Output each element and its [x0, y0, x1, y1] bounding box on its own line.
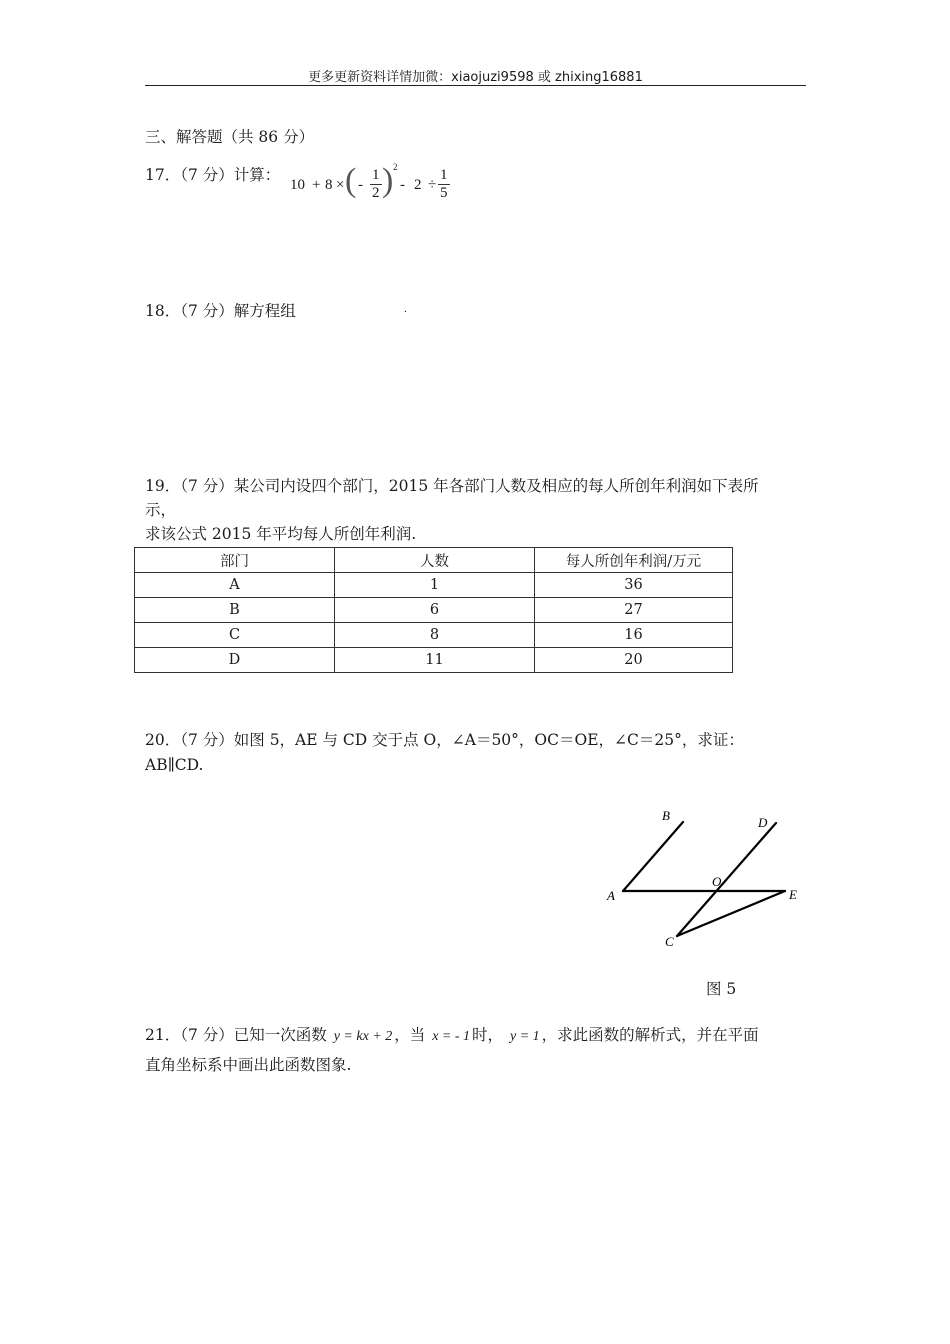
q17-divide: ÷ [428, 177, 437, 193]
q21-function: y = kx + 2 [333, 1029, 393, 1044]
table-row [135, 648, 733, 673]
q21-text-3: 时， [472, 1026, 504, 1044]
q17-right-paren: ) [382, 162, 394, 199]
table-cell: D [135, 648, 335, 673]
table-cell: 1 [335, 573, 535, 598]
table-row [135, 573, 733, 598]
table-cell: 6 [335, 598, 535, 623]
q21-text-4: ，求此函数的解析式，并在平面 [541, 1026, 759, 1044]
q19-line-3: 求该公式 2015 年平均每人所创年利润. [145, 525, 417, 543]
q17-minus: - [358, 177, 363, 193]
q21-text-2: ，当 [394, 1026, 426, 1044]
segment-ce [677, 891, 785, 936]
point-label-o: O [712, 874, 722, 889]
q21-line-2: 直角坐标系中画出此函数图象. [145, 1056, 352, 1074]
header-divider [145, 85, 806, 86]
section-title: 三、解答题（共 86 分） [145, 128, 315, 146]
q17-fraction-2 [438, 167, 450, 202]
table-row [135, 598, 733, 623]
q21-y-value: y = 1 [509, 1029, 540, 1044]
table-header-cell: 部门 [135, 548, 335, 573]
point-label-c: C [665, 934, 674, 949]
q17-times: × [336, 177, 345, 193]
profit-table [134, 547, 733, 673]
q17-fraction-2-den: 5 [440, 185, 448, 201]
table-row [135, 623, 733, 648]
table-cell: C [135, 623, 335, 648]
q17-fraction-1-num: 1 [372, 167, 380, 183]
q17-term-b: 8 [325, 177, 333, 193]
q17-plus: + [312, 177, 321, 193]
q17-left-paren: ( [345, 162, 357, 199]
table-cell: 11 [335, 648, 535, 673]
q17-term-a: 10 [290, 177, 305, 193]
q21-x-value: x = - 1 [432, 1029, 471, 1044]
q18-period: . [404, 303, 407, 315]
q18-label: 18．（7 分）解方程组 [145, 302, 296, 320]
table-header-cell: 每人所创年利润/万元 [535, 548, 733, 573]
page-header: 更多更新资料详情加微：xiaojuzi9598 或 zhixing16881 [308, 70, 643, 85]
q20-line-2: AB∥CD. [145, 756, 204, 774]
table-header-row [135, 548, 733, 573]
table-cell: 16 [535, 623, 733, 648]
table-cell: 20 [535, 648, 733, 673]
point-label-d: D [758, 815, 768, 830]
q19-line-1: 19．（7 分）某公司内设四个部门，2015 年各部门人数及相应的每人所创年利润如下表所 [145, 477, 759, 495]
segment-ab [623, 822, 683, 891]
point-label-a: A [607, 888, 615, 903]
table-cell: 27 [535, 598, 733, 623]
q20-line-1: 20．（7 分）如图 5，AE 与 CD 交于点 O，∠A＝50°，OC＝OE，∠C＝25°，求证： [145, 731, 744, 749]
geometry-figure [590, 800, 820, 960]
q17-label: 17．（7 分）计算： [145, 166, 281, 184]
q21-line-1 [145, 1022, 759, 1050]
q17-minus-2: - [400, 177, 405, 193]
q17-fraction-1 [370, 167, 382, 202]
point-label-e: E [789, 887, 797, 902]
segment-cd [677, 823, 776, 936]
table-cell: 8 [335, 623, 535, 648]
table-cell: 36 [535, 573, 733, 598]
table-header-cell: 人数 [335, 548, 535, 573]
table-cell: B [135, 598, 335, 623]
q19-line-2: 示， [145, 501, 177, 519]
q17-term-c: 2 [414, 177, 422, 193]
q17-exponent: 2 [393, 162, 398, 172]
q21-text-1: 21．（7 分）已知一次函数 [145, 1026, 327, 1044]
figure-caption: 图 5 [706, 980, 737, 998]
point-label-b: B [662, 808, 670, 823]
q17-fraction-1-den: 2 [372, 185, 380, 201]
table-cell: A [135, 573, 335, 598]
q17-fraction-2-num: 1 [440, 167, 448, 183]
